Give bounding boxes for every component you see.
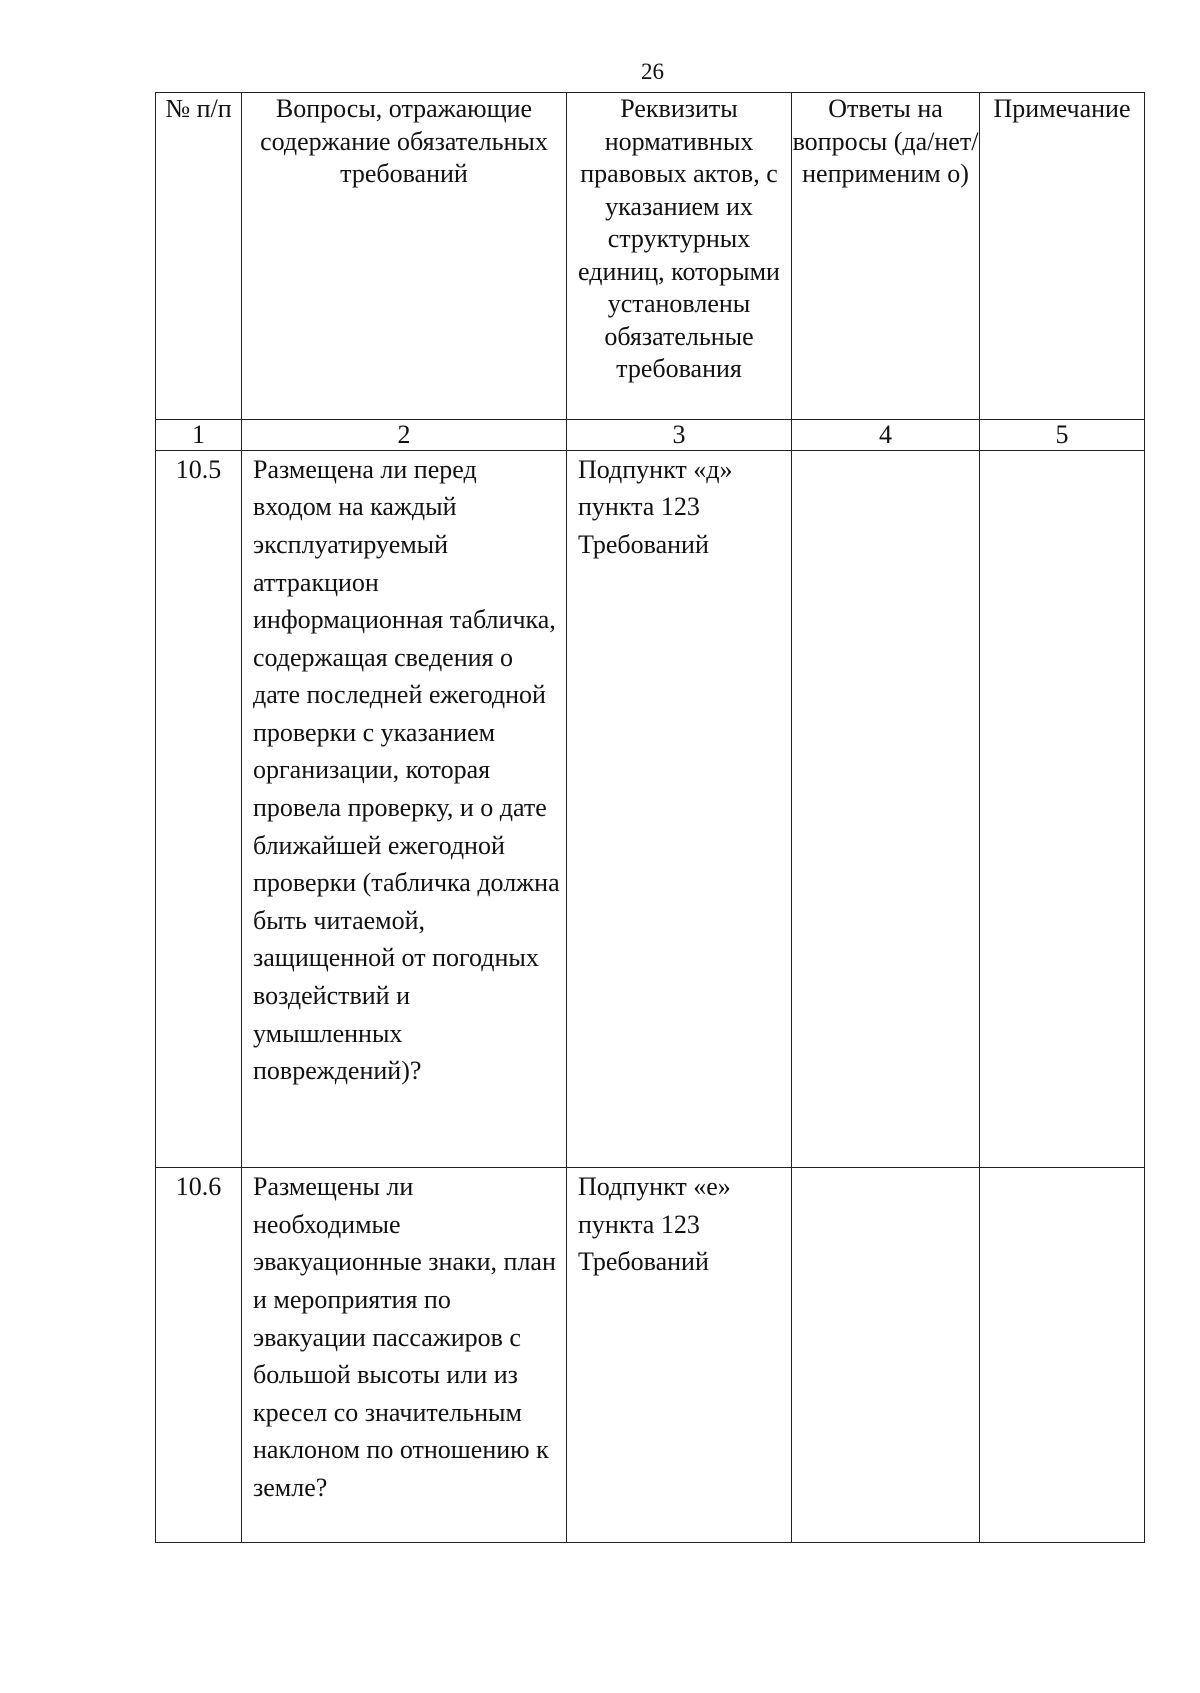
column-number: 1 (156, 419, 242, 450)
header-answer: Ответы на вопросы (да/нет/ неприменим о) (792, 93, 980, 420)
page-number: 26 (641, 59, 664, 84)
row-requisites: Подпункт «д» пункта 123 Требований (567, 450, 792, 1167)
row-question: Размещены ли необходимые эвакуационные знаки, план и мероприятия по эвакуации пассажиров с большой высоты или из кресел со значительным наклоном по отношению к земле? (242, 1168, 567, 1543)
header-note: Примечание (980, 93, 1145, 420)
checklist-table (155, 92, 1145, 1543)
row-question: Размещена ли перед входом на каждый эксплуатируемый аттракцион информационная табличка, содержащая сведения о дате последней ежегодной проверки с указанием организации, которая провела проверку, и о дате ближайшей ежегодной проверки (табличка должна быть читаемой, защищенной от погодных воздействий и умышленных повреждений)? (242, 450, 567, 1167)
column-number: 5 (980, 419, 1145, 450)
table-row (156, 450, 1145, 1167)
column-number: 4 (792, 419, 980, 450)
row-number: 10.6 (156, 1168, 242, 1543)
column-number: 3 (567, 419, 792, 450)
header-number: № п/п (156, 93, 242, 420)
column-number: 2 (242, 419, 567, 450)
row-number: 10.5 (156, 450, 242, 1167)
header-requisites: Реквизиты нормативных правовых актов, с указанием их структурных единиц, которыми установлены обязательные требования (567, 93, 792, 420)
row-answer[interactable] (792, 1168, 980, 1543)
row-requisites: Подпункт «е» пункта 123 Требований (567, 1168, 792, 1543)
row-note[interactable] (980, 450, 1145, 1167)
row-answer[interactable] (792, 450, 980, 1167)
header-row (156, 93, 1145, 420)
column-number-row (156, 419, 1145, 450)
row-note[interactable] (980, 1168, 1145, 1543)
table-row (156, 1168, 1145, 1543)
header-question: Вопросы, отражающие содержание обязательных требований (242, 93, 567, 420)
